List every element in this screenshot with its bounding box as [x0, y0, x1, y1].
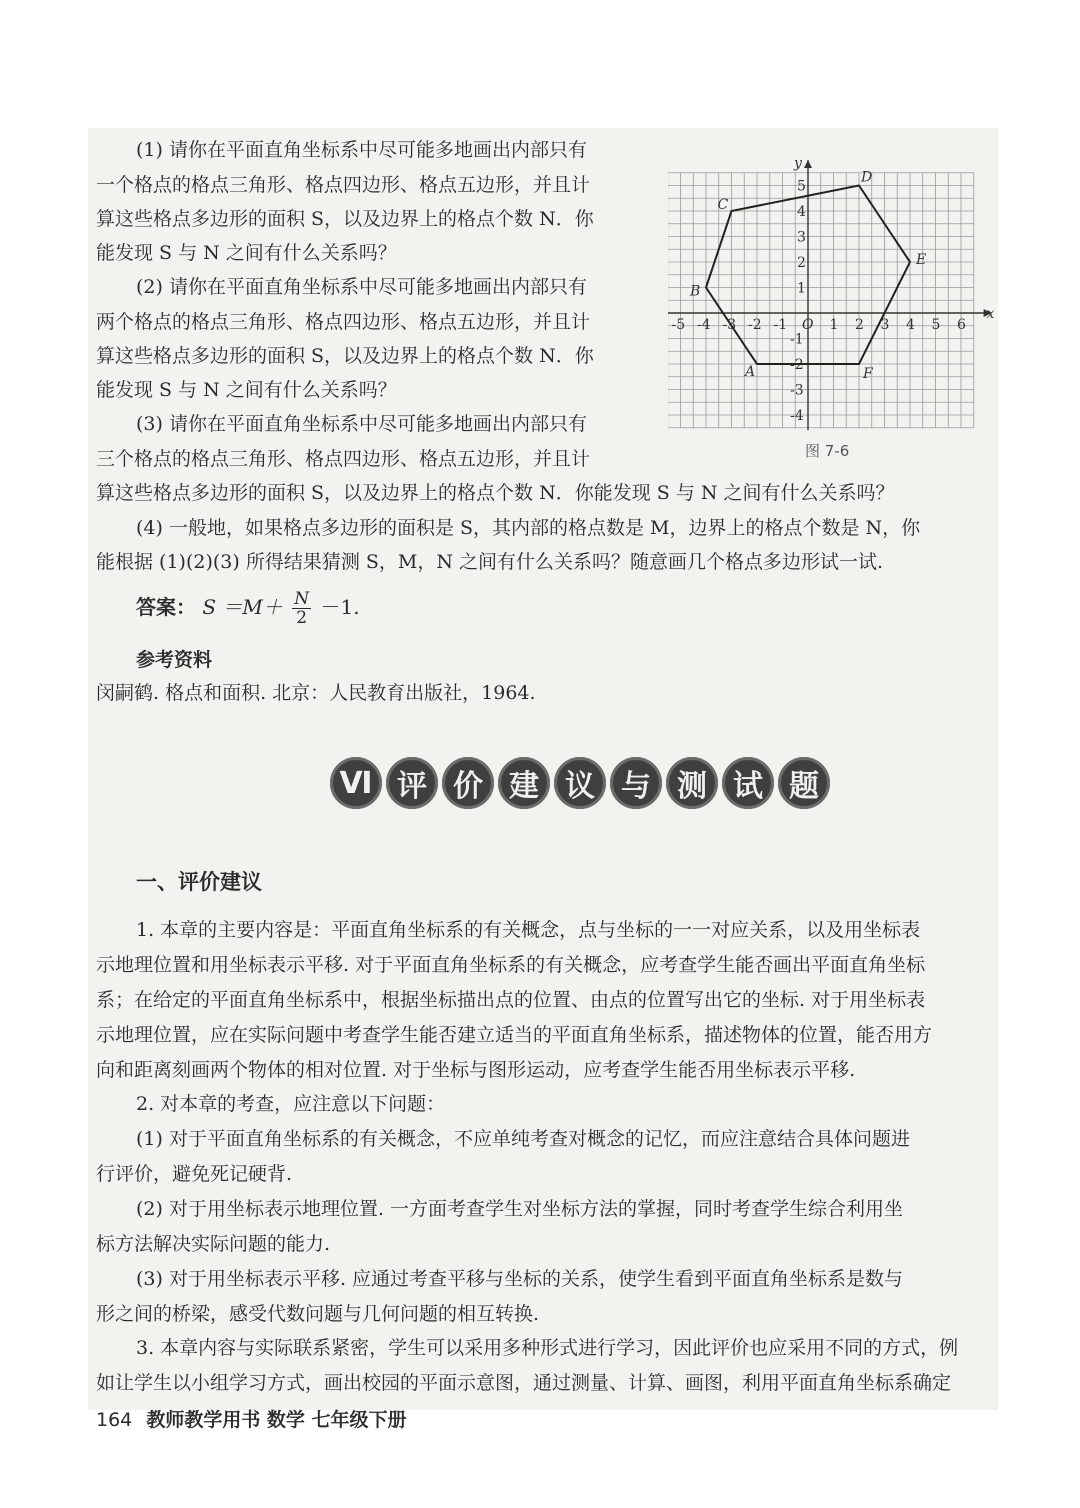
page-footer [96, 1405, 407, 1432]
q4-line-2: 能根据 (1)(2)(3) 所得结果猜测 S，M，N 之间有什么关系吗？随意画几个格点多边形试一试. [96, 551, 884, 573]
y-tick-label: 3 [797, 229, 806, 246]
eval-p1-line-4: 示地理位置，应在实际问题中考查学生能否建立适当的平面直角坐标系，描述物体的位置，能否用方 [96, 1024, 933, 1046]
y-tick-label: 5 [797, 178, 806, 195]
eval-p1-line-2: 示地理位置和用坐标表示平移. 对于平面直角坐标系的有关概念，应考查学生能否画出平面直角坐标 [96, 954, 926, 976]
q4-line-1: (4) 一般地，如果格点多边形的面积是 S，其内部的格点数是 M，边界上的格点个数是 N，你 [136, 517, 921, 539]
figure-caption: 图 7-6 [805, 442, 850, 460]
eval-p3-line-1: (1) 对于平面直角坐标系的有关概念，不应单纯考查对概念的记忆，而应注意结合具体问题进 [136, 1128, 910, 1150]
vertex-label-F: F [863, 366, 873, 382]
vertex-label-D: D [861, 169, 873, 186]
fraction-numerator: N [294, 589, 310, 609]
answer-formula-prefix: S ＝M＋ [202, 595, 283, 619]
vertex-label-A: A [745, 364, 756, 380]
y-tick-label: -4 [790, 408, 804, 424]
eval-p6-line-2: 如让学生以小组学习方式，画出校园的平面示意图，通过测量、计算、画图，利用平面直角坐标系确定 [96, 1372, 952, 1394]
x-tick-label: 3 [880, 317, 890, 333]
page-number: 164 [96, 1409, 133, 1431]
banner-char-2: 评 [386, 757, 438, 809]
eval-p4-line-1: (2) 对于用坐标表示地理位置. 一方面考查学生对坐标方法的掌握，同时考查学生综合利用坐 [136, 1198, 904, 1220]
vertex-label-C: C [717, 197, 729, 213]
coordinate-figure [668, 138, 1000, 468]
x-tick-label: -3 [722, 317, 737, 333]
q1-line-3: 算这些格点多边形的面积 S，以及边界上的格点个数 N．你 [96, 208, 594, 230]
eval-p1-line-5: 向和距离刻画两个物体的相对位置. 对于坐标与图形运动，应考查学生能否用坐标表示平移. [96, 1059, 856, 1081]
y-tick-label: -2 [790, 357, 804, 373]
eval-p1-line-1: 1. 本章的主要内容是：平面直角坐标系的有关概念，点与坐标的一一对应关系，以及用坐标表 [136, 919, 921, 941]
x-axis-label: x [986, 306, 995, 322]
banner-char-3: 价 [442, 757, 494, 809]
q3-line-3: 算这些格点多边形的面积 S，以及边界上的格点个数 N．你能发现 S 与 N 之间有什么关系吗？ [96, 482, 895, 504]
x-tick-label: 4 [906, 317, 915, 333]
banner-char-1: Ⅵ [330, 757, 382, 809]
banner-char-6: 与 [610, 757, 662, 809]
q3-line-2: 三个格点的格点三角形、格点四边形、格点五边形，并且计 [96, 448, 591, 470]
banner-char-7: 测 [666, 757, 718, 809]
y-tick-label: -1 [790, 331, 804, 348]
banner-char-8: 试 [722, 757, 774, 809]
x-tick-label: -2 [748, 317, 762, 333]
reference-title: 参考资料 [136, 649, 213, 671]
q1-line-1: (1) 请你在平面直角坐标系中尽可能多地画出内部只有 [136, 139, 587, 161]
fraction-denominator: 2 [296, 608, 308, 628]
x-tick-label: -4 [697, 317, 711, 333]
x-tick-label: 2 [855, 317, 864, 333]
y-tick-label: 2 [797, 255, 806, 271]
coordinate-grid-svg [668, 138, 1000, 438]
y-tick-label: 1 [797, 280, 806, 297]
q2-line-1: (2) 请你在平面直角坐标系中尽可能多地画出内部只有 [136, 276, 587, 298]
eval-p6-line-1: 3. 本章内容与实际联系紧密，学生可以采用多种形式进行学习，因此评价也应采用不同的方式，例 [136, 1337, 959, 1359]
answer-label: 答案： [136, 595, 196, 619]
x-tick-label: -5 [671, 317, 686, 333]
x-tick-label: 6 [957, 317, 966, 333]
eval-p2: 2. 对本章的考查，应注意以下问题： [136, 1093, 446, 1115]
q2-line-4: 能发现 S 与 N 之间有什么关系吗？ [96, 379, 397, 401]
banner-char-5: 议 [554, 757, 606, 809]
vertex-label-B: B [690, 283, 701, 300]
banner-char-4: 建 [498, 757, 550, 809]
x-tick-label: -1 [773, 317, 788, 333]
q2-line-2: 两个格点的格点三角形、格点四边形、格点五边形，并且计 [96, 311, 591, 333]
answer-fraction [292, 590, 311, 627]
q1-line-2: 一个格点的格点三角形、格点四边形、格点五边形，并且计 [96, 174, 591, 196]
book-title: 教师教学用书 数学 七年级下册 [146, 1409, 407, 1431]
origin-label: O [802, 317, 814, 333]
vertex-label-E: E [916, 252, 927, 268]
banner-char-9: 题 [778, 757, 830, 809]
eval-p4-line-2: 标方法解决实际问题的能力. [96, 1233, 331, 1255]
y-tick-label: 4 [797, 204, 806, 220]
answer-line [136, 590, 360, 627]
eval-p5-line-2: 形之间的桥梁，感受代数问题与几何问题的相互转换. [96, 1303, 540, 1325]
y-axis-arrow [804, 160, 812, 168]
section-title: 一、评价建议 [136, 870, 262, 894]
y-axis-label: y [794, 155, 802, 172]
chapter-banner [330, 757, 830, 817]
eval-p3-line-2: 行评价，避免死记硬背. [96, 1163, 293, 1185]
eval-p1-line-3: 系；在给定的平面直角坐标系中，根据坐标描出点的位置、由点的位置写出它的坐标. 对于用坐标表 [96, 989, 926, 1011]
q2-line-3: 算这些格点多边形的面积 S，以及边界上的格点个数 N．你 [96, 345, 594, 367]
x-tick-label: 5 [931, 317, 941, 333]
q1-line-4: 能发现 S 与 N 之间有什么关系吗？ [96, 242, 397, 264]
answer-formula-suffix: －1. [320, 595, 360, 619]
eval-p5-line-1: (3) 对于用坐标表示平移. 应通过考查平移与坐标的关系，使学生看到平面直角坐标系是数与 [136, 1268, 904, 1290]
y-tick-label: -3 [790, 382, 804, 399]
reference-body: 闵嗣鹤. 格点和面积. 北京：人民教育出版社，1964. [96, 682, 536, 704]
q3-line-1: (3) 请你在平面直角坐标系中尽可能多地画出内部只有 [136, 413, 587, 435]
x-tick-label: 1 [829, 317, 839, 333]
